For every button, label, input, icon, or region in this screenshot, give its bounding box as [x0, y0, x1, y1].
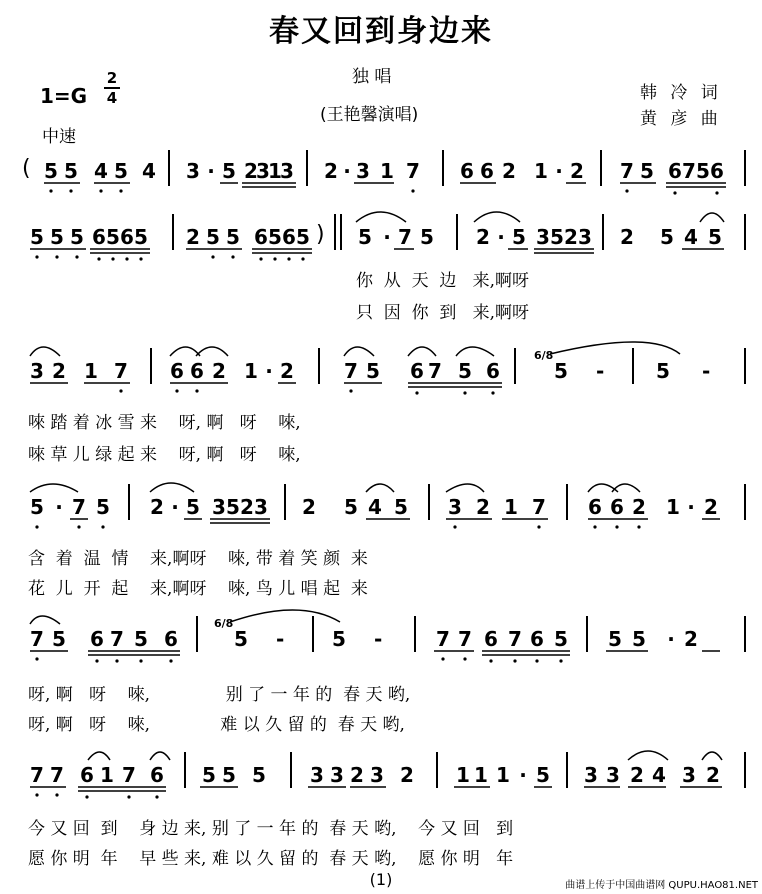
note: 2 — [324, 159, 338, 183]
note: 3 — [256, 159, 270, 183]
augmentation-dot: · — [171, 495, 179, 519]
note: 2 — [570, 159, 584, 183]
note: 7 — [122, 763, 136, 787]
note: 2 — [280, 359, 294, 383]
note: 2 — [630, 763, 644, 787]
note: 7 — [114, 359, 128, 383]
note: 6 — [190, 359, 204, 383]
note: 5 — [52, 627, 66, 651]
lyrics-verse-1: 你 从 天 边 来,啊呀 — [356, 271, 530, 291]
note: 6 — [710, 159, 724, 183]
note: 6 — [80, 763, 94, 787]
note: 2 — [244, 159, 258, 183]
augmentation-dot: · — [343, 159, 351, 183]
time-signature-top: 2 — [106, 69, 118, 87]
note: 6 — [530, 627, 544, 651]
lyricist: 韩 冷 词 — [640, 83, 722, 103]
note: 5 — [536, 763, 550, 787]
note: 7 — [458, 627, 472, 651]
note: 5 — [332, 627, 346, 651]
note: 5 — [550, 225, 564, 249]
note: 5 — [30, 225, 44, 249]
note: 5 — [106, 225, 120, 249]
note: 5 — [186, 495, 200, 519]
note: 7 — [508, 627, 522, 651]
note: 6 — [480, 159, 494, 183]
page-number: (1) — [369, 870, 393, 889]
note: 5 — [206, 225, 220, 249]
note: 1 — [666, 495, 680, 519]
note: 3 — [330, 763, 344, 787]
lyrics-verse-2: 愿 你 明 年 早 些 来, 难 以 久 留 的 春 天 哟, 愿 你 明 年 — [28, 849, 514, 869]
note: 5 — [50, 225, 64, 249]
note: 5 — [640, 159, 654, 183]
note: 5 — [458, 359, 472, 383]
note: 3 — [212, 495, 226, 519]
note: 7 — [436, 627, 450, 651]
note: 6 — [92, 225, 106, 249]
note: 3 — [280, 159, 294, 183]
note: 7 — [532, 495, 546, 519]
note: 6 — [668, 159, 682, 183]
composer: 黄 彦 曲 — [640, 109, 722, 129]
note: 7 — [682, 159, 696, 183]
repeat-open-paren: ( — [22, 156, 31, 181]
lyrics-verse-1: 唻 踏 着 冰 雪 来 呀, 啊 呀 唻, — [28, 413, 301, 433]
augmentation-dot: · — [555, 159, 563, 183]
note: 2 — [240, 495, 254, 519]
tempo-marking: 中速 — [42, 127, 76, 147]
augmentation-dot: · — [519, 763, 527, 787]
note: 2 — [706, 763, 720, 787]
note: 5 — [134, 627, 148, 651]
note: 7 — [406, 159, 420, 183]
note: 6 — [90, 627, 104, 651]
note: 3 — [356, 159, 370, 183]
note: 5 — [252, 763, 266, 787]
note: 6 — [120, 225, 134, 249]
note: 6 — [486, 359, 500, 383]
note: 6 — [254, 225, 268, 249]
lyrics-verse-2: 呀, 啊 呀 唻, 难 以 久 留 的 春 天 哟, — [28, 715, 405, 735]
note: 1 — [534, 159, 548, 183]
lyrics-verse-1: 含 着 温 情 来,啊呀 唻, 带 着 笑 颜 来 — [28, 549, 368, 569]
lyrics-verse-1: 呀, 啊 呀 唻, 别 了 一 年 的 春 天 哟, — [28, 685, 411, 705]
note: 5 — [268, 225, 282, 249]
note: 7 — [620, 159, 634, 183]
note: 2 — [302, 495, 316, 519]
note: 3 — [448, 495, 462, 519]
note: 1 — [474, 763, 488, 787]
note: 2 — [476, 495, 490, 519]
sustain-dash: - — [374, 627, 383, 651]
note: 3 — [606, 763, 620, 787]
note: 2 — [350, 763, 364, 787]
note: 7 — [110, 627, 124, 651]
repeat-close-paren: ) — [316, 222, 325, 247]
note: 3 — [30, 359, 44, 383]
augmentation-dot: 2 — [684, 627, 698, 651]
note: 2 — [476, 225, 490, 249]
note: 1 — [496, 763, 510, 787]
note: 5 — [512, 225, 526, 249]
note: 5 — [70, 225, 84, 249]
note: 3 — [584, 763, 598, 787]
note: 3 — [186, 159, 200, 183]
note: 2 — [620, 225, 634, 249]
watermark: 曲谱上传于中国曲谱网 QUPU.HAO81.NET — [565, 880, 758, 891]
note: 5 — [30, 495, 44, 519]
time-signature-bottom: 4 — [106, 89, 118, 107]
sustain-dash: - — [276, 627, 285, 651]
augmentation-dot: · — [383, 225, 391, 249]
note: 5 — [420, 225, 434, 249]
note: 1 — [100, 763, 114, 787]
note: 2 — [632, 495, 646, 519]
note: 5 — [608, 627, 622, 651]
note: 3 — [682, 763, 696, 787]
note: 5 — [202, 763, 216, 787]
note: 5 — [656, 359, 670, 383]
note: 7 — [50, 763, 64, 787]
note: 5 — [554, 359, 568, 383]
sustain-dash: - — [702, 359, 711, 383]
note: 5 — [554, 627, 568, 651]
note: 6 — [610, 495, 624, 519]
lyrics-verse-1: 今 又 回 到 身 边 来, 别 了 一 年 的 春 天 哟, 今 又 回 到 — [28, 819, 514, 839]
note: 6 — [282, 225, 296, 249]
slurs — [30, 212, 724, 760]
note: 4 — [94, 159, 108, 183]
note: 2 — [400, 763, 414, 787]
note: 5 — [708, 225, 722, 249]
note: 4 — [684, 225, 698, 249]
note: 5 — [632, 627, 646, 651]
note: 7 — [30, 763, 44, 787]
note: 7 — [344, 359, 358, 383]
note: 4 — [368, 495, 382, 519]
note: 2 — [212, 359, 226, 383]
note: 5 — [64, 159, 78, 183]
note: 5 — [344, 495, 358, 519]
note: 6 — [410, 359, 424, 383]
time-signature-change: 6/8 — [214, 617, 234, 630]
note: 1 — [380, 159, 394, 183]
note: 5 — [44, 159, 58, 183]
beams — [30, 183, 726, 791]
note: 6 — [588, 495, 602, 519]
note: 2 — [52, 359, 66, 383]
lyrics-verse-2: 花 儿 开 起 来,啊呀 唻, 鸟 儿 唱 起 来 — [28, 579, 368, 599]
note: 5 — [226, 495, 240, 519]
augmentation-dot: · — [55, 495, 63, 519]
note: 5 — [226, 225, 240, 249]
lyrics-verse-2: 只 因 你 到 来,啊呀 — [356, 303, 530, 323]
note: 3 — [254, 495, 268, 519]
performer: (王艳馨演唱) — [320, 105, 419, 125]
note: 4 — [142, 159, 156, 183]
note: 2 — [704, 495, 718, 519]
note: · — [667, 627, 675, 651]
note: 7 — [428, 359, 442, 383]
note: 6 — [150, 763, 164, 787]
song-title: 春又回到身边来 — [269, 14, 493, 49]
note: 7 — [30, 627, 44, 651]
octave-dots — [35, 189, 718, 798]
note: 2 — [186, 225, 200, 249]
note: 5 — [366, 359, 380, 383]
note: 1 — [456, 763, 470, 787]
sustain-dash: - — [596, 359, 605, 383]
note: 5 — [394, 495, 408, 519]
note: 5 — [134, 225, 148, 249]
note: 2 — [150, 495, 164, 519]
note: 3 — [578, 225, 592, 249]
note: 5 — [660, 225, 674, 249]
note: 5 — [96, 495, 110, 519]
note: 5 — [696, 159, 710, 183]
augmentation-dot: · — [207, 159, 215, 183]
note: 6 — [460, 159, 474, 183]
note: 1 — [244, 359, 258, 383]
note: 1 — [504, 495, 518, 519]
note: 4 — [652, 763, 666, 787]
augmentation-dot: · — [687, 495, 695, 519]
note: 3 — [370, 763, 384, 787]
note: 2 — [502, 159, 516, 183]
note: 7 — [72, 495, 86, 519]
key-signature: 1=G — [40, 84, 88, 108]
augmentation-dot: · — [497, 225, 505, 249]
lyrics-verse-2: 唻 草 儿 绿 起 来 呀, 啊 呀 唻, — [28, 445, 301, 465]
time-signature-change: 6/8 — [534, 349, 554, 362]
note: 2 — [564, 225, 578, 249]
augmentation-dot: · — [265, 359, 273, 383]
note: 5 — [234, 627, 248, 651]
note: 6 — [484, 627, 498, 651]
note: 5 — [222, 763, 236, 787]
note: 5 — [222, 159, 236, 183]
note: 1 — [268, 159, 282, 183]
performance-type: 独 唱 — [352, 67, 392, 87]
note: 6 — [164, 627, 178, 651]
note: 5 — [114, 159, 128, 183]
note: 5 — [358, 225, 372, 249]
note: 5 — [296, 225, 310, 249]
note: 7 — [398, 225, 412, 249]
note: 3 — [310, 763, 324, 787]
note: 3 — [536, 225, 550, 249]
note: 1 — [84, 359, 98, 383]
note: 6 — [170, 359, 184, 383]
